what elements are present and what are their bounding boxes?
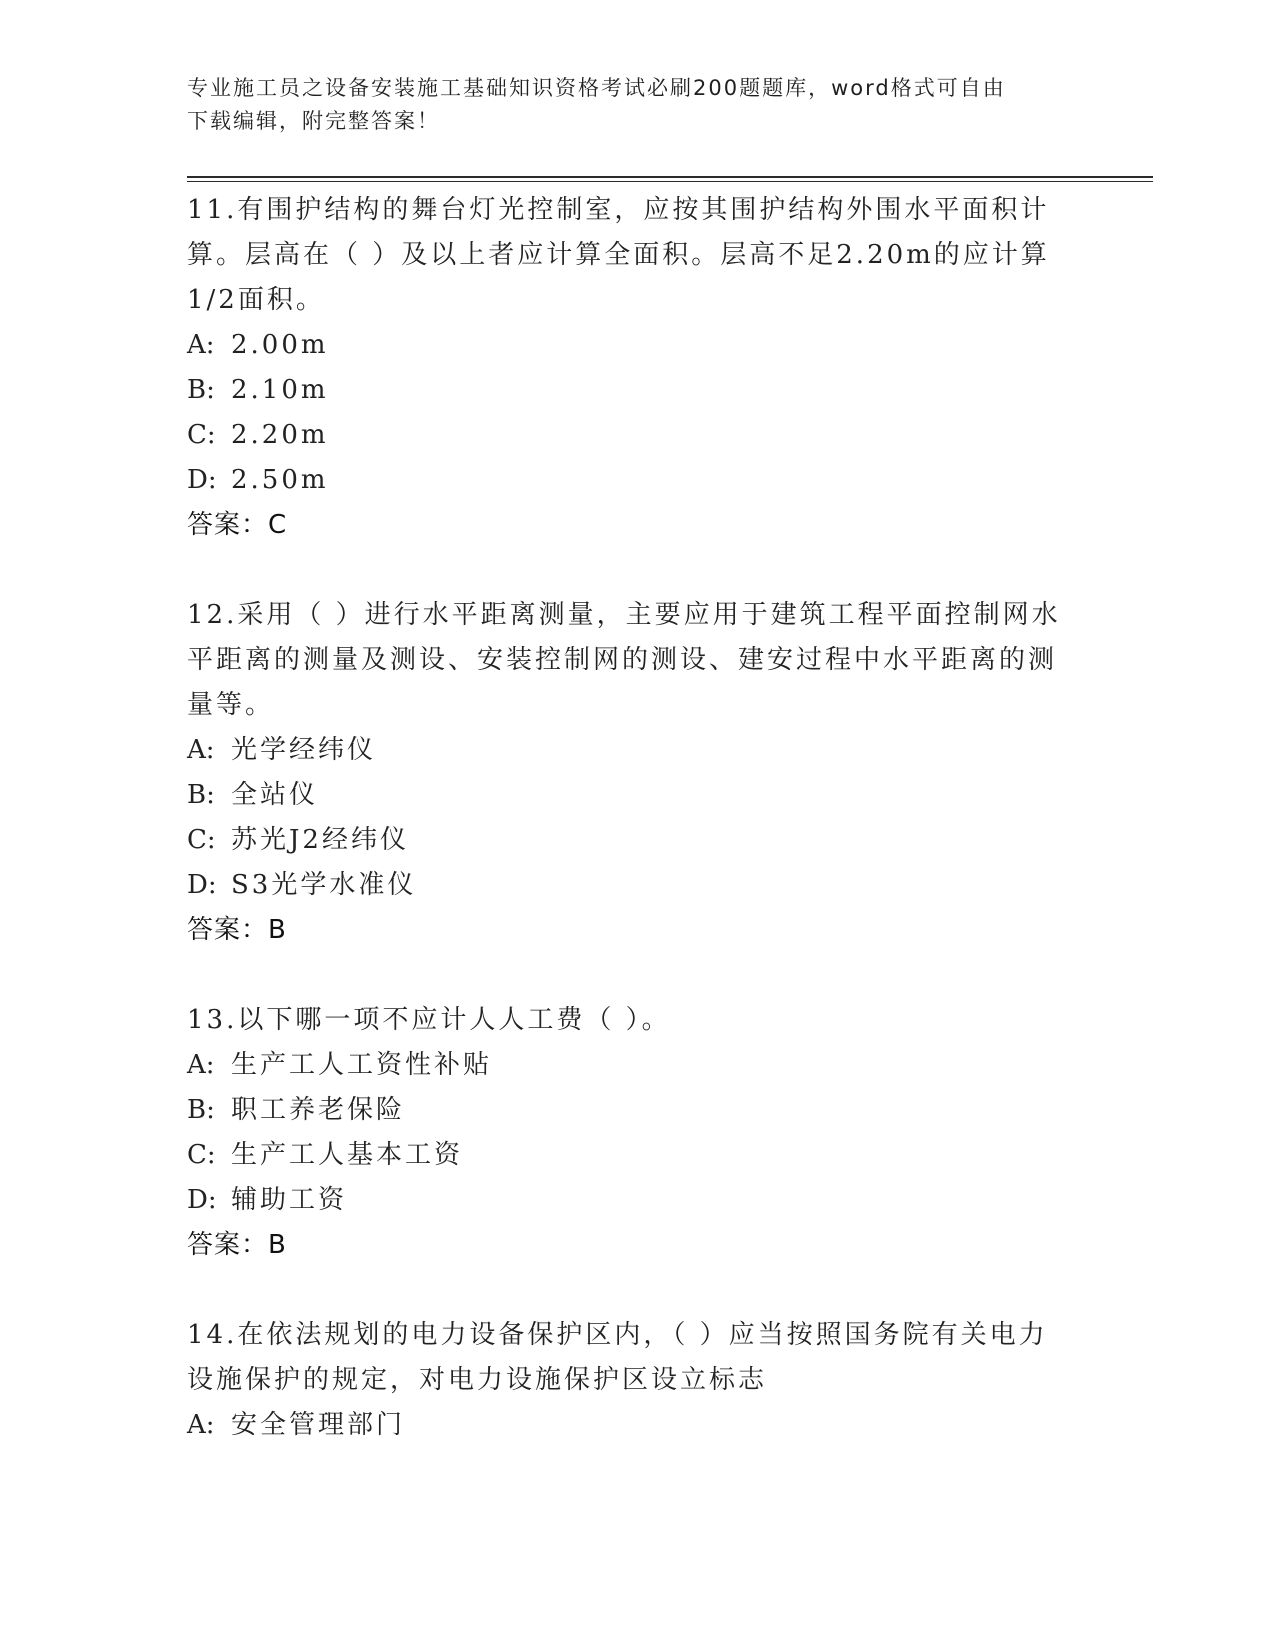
option-a [187, 323, 1067, 368]
answer-line [187, 503, 1067, 548]
question-text [187, 1313, 1067, 1403]
option-a [187, 1403, 1067, 1448]
option-key: A: [187, 1050, 215, 1080]
option-text: 2.10m [231, 375, 329, 405]
option-text: 生产工人工资性补贴 [231, 1050, 493, 1080]
question-number: 11. [187, 195, 238, 225]
option-key: C: [187, 420, 216, 450]
question-list [187, 188, 1067, 1493]
answer-label: 答案： [187, 510, 269, 540]
question-text [187, 593, 1067, 728]
option-b [187, 368, 1067, 413]
answer-value: B [268, 915, 287, 945]
question-body: 以下哪一项不应计人人工费（ ）。 [237, 1005, 671, 1035]
header-line-1: 专业施工员之设备安装施工基础知识资格考试必刷200题题库，word格式可自由 [187, 76, 1006, 100]
option-b [187, 773, 1067, 818]
option-d [187, 863, 1067, 908]
option-text: 2.00m [231, 330, 329, 360]
answer-line [187, 908, 1067, 953]
option-key: C: [187, 1140, 216, 1170]
question-11 [187, 188, 1067, 548]
option-key: A: [187, 330, 215, 360]
question-13 [187, 998, 1067, 1268]
option-text: 苏光J2经纬仪 [231, 825, 409, 855]
option-c [187, 818, 1067, 863]
option-key: B: [187, 375, 215, 405]
answer-line [187, 1223, 1067, 1268]
option-text: 职工养老保险 [231, 1095, 406, 1125]
option-key: D: [187, 870, 217, 900]
question-body: 在依法规划的电力设备保护区内，（ ）应当按照国务院有关电力设施保护的规定，对电力设施保护区设立标志 [187, 1320, 1048, 1395]
option-text: 2.20m [231, 420, 329, 450]
question-14 [187, 1313, 1067, 1448]
option-key: B: [187, 780, 215, 810]
question-number: 14. [187, 1320, 238, 1350]
question-text [187, 998, 1067, 1043]
option-key: A: [187, 735, 215, 765]
option-c [187, 413, 1067, 458]
option-text: 安全管理部门 [231, 1410, 406, 1440]
question-body: 采用（ ）进行水平距离测量，主要应用于建筑工程平面控制网水平距离的测量及测设、安装控制网的测设、建安过程中水平距离的测量等。 [187, 600, 1061, 720]
option-key: D: [187, 1185, 217, 1215]
option-key: C: [187, 825, 216, 855]
option-a [187, 1043, 1067, 1088]
option-key: B: [187, 1095, 215, 1125]
answer-value: B [268, 1230, 287, 1260]
answer-label: 答案： [187, 915, 269, 945]
option-key: D: [187, 465, 217, 495]
option-d [187, 458, 1067, 503]
option-text: 生产工人基本工资 [231, 1140, 464, 1170]
question-body: 有围护结构的舞台灯光控制室，应按其围护结构外围水平面积计算。层高在（ ）及以上者应计算全面积。层高不足2.20m的应计算1/2面积。 [187, 195, 1050, 315]
question-12 [187, 593, 1067, 953]
option-text: 全站仪 [231, 780, 319, 810]
option-a [187, 728, 1067, 773]
header-line-2: 下载编辑，附完整答案！ [187, 109, 440, 133]
option-b [187, 1088, 1067, 1133]
answer-value: C [268, 510, 288, 540]
question-text [187, 188, 1067, 323]
option-key: A: [187, 1410, 215, 1440]
option-text: 光学经纬仪 [231, 735, 377, 765]
option-text: S3光学水准仪 [231, 870, 417, 900]
question-number: 13. [187, 1005, 238, 1035]
option-text: 辅助工资 [231, 1185, 348, 1215]
question-number: 12. [187, 600, 238, 630]
header-divider [187, 176, 1153, 182]
answer-label: 答案： [187, 1230, 269, 1260]
document-header [187, 72, 1067, 138]
option-d [187, 1178, 1067, 1223]
option-text: 2.50m [231, 465, 329, 495]
option-c [187, 1133, 1067, 1178]
